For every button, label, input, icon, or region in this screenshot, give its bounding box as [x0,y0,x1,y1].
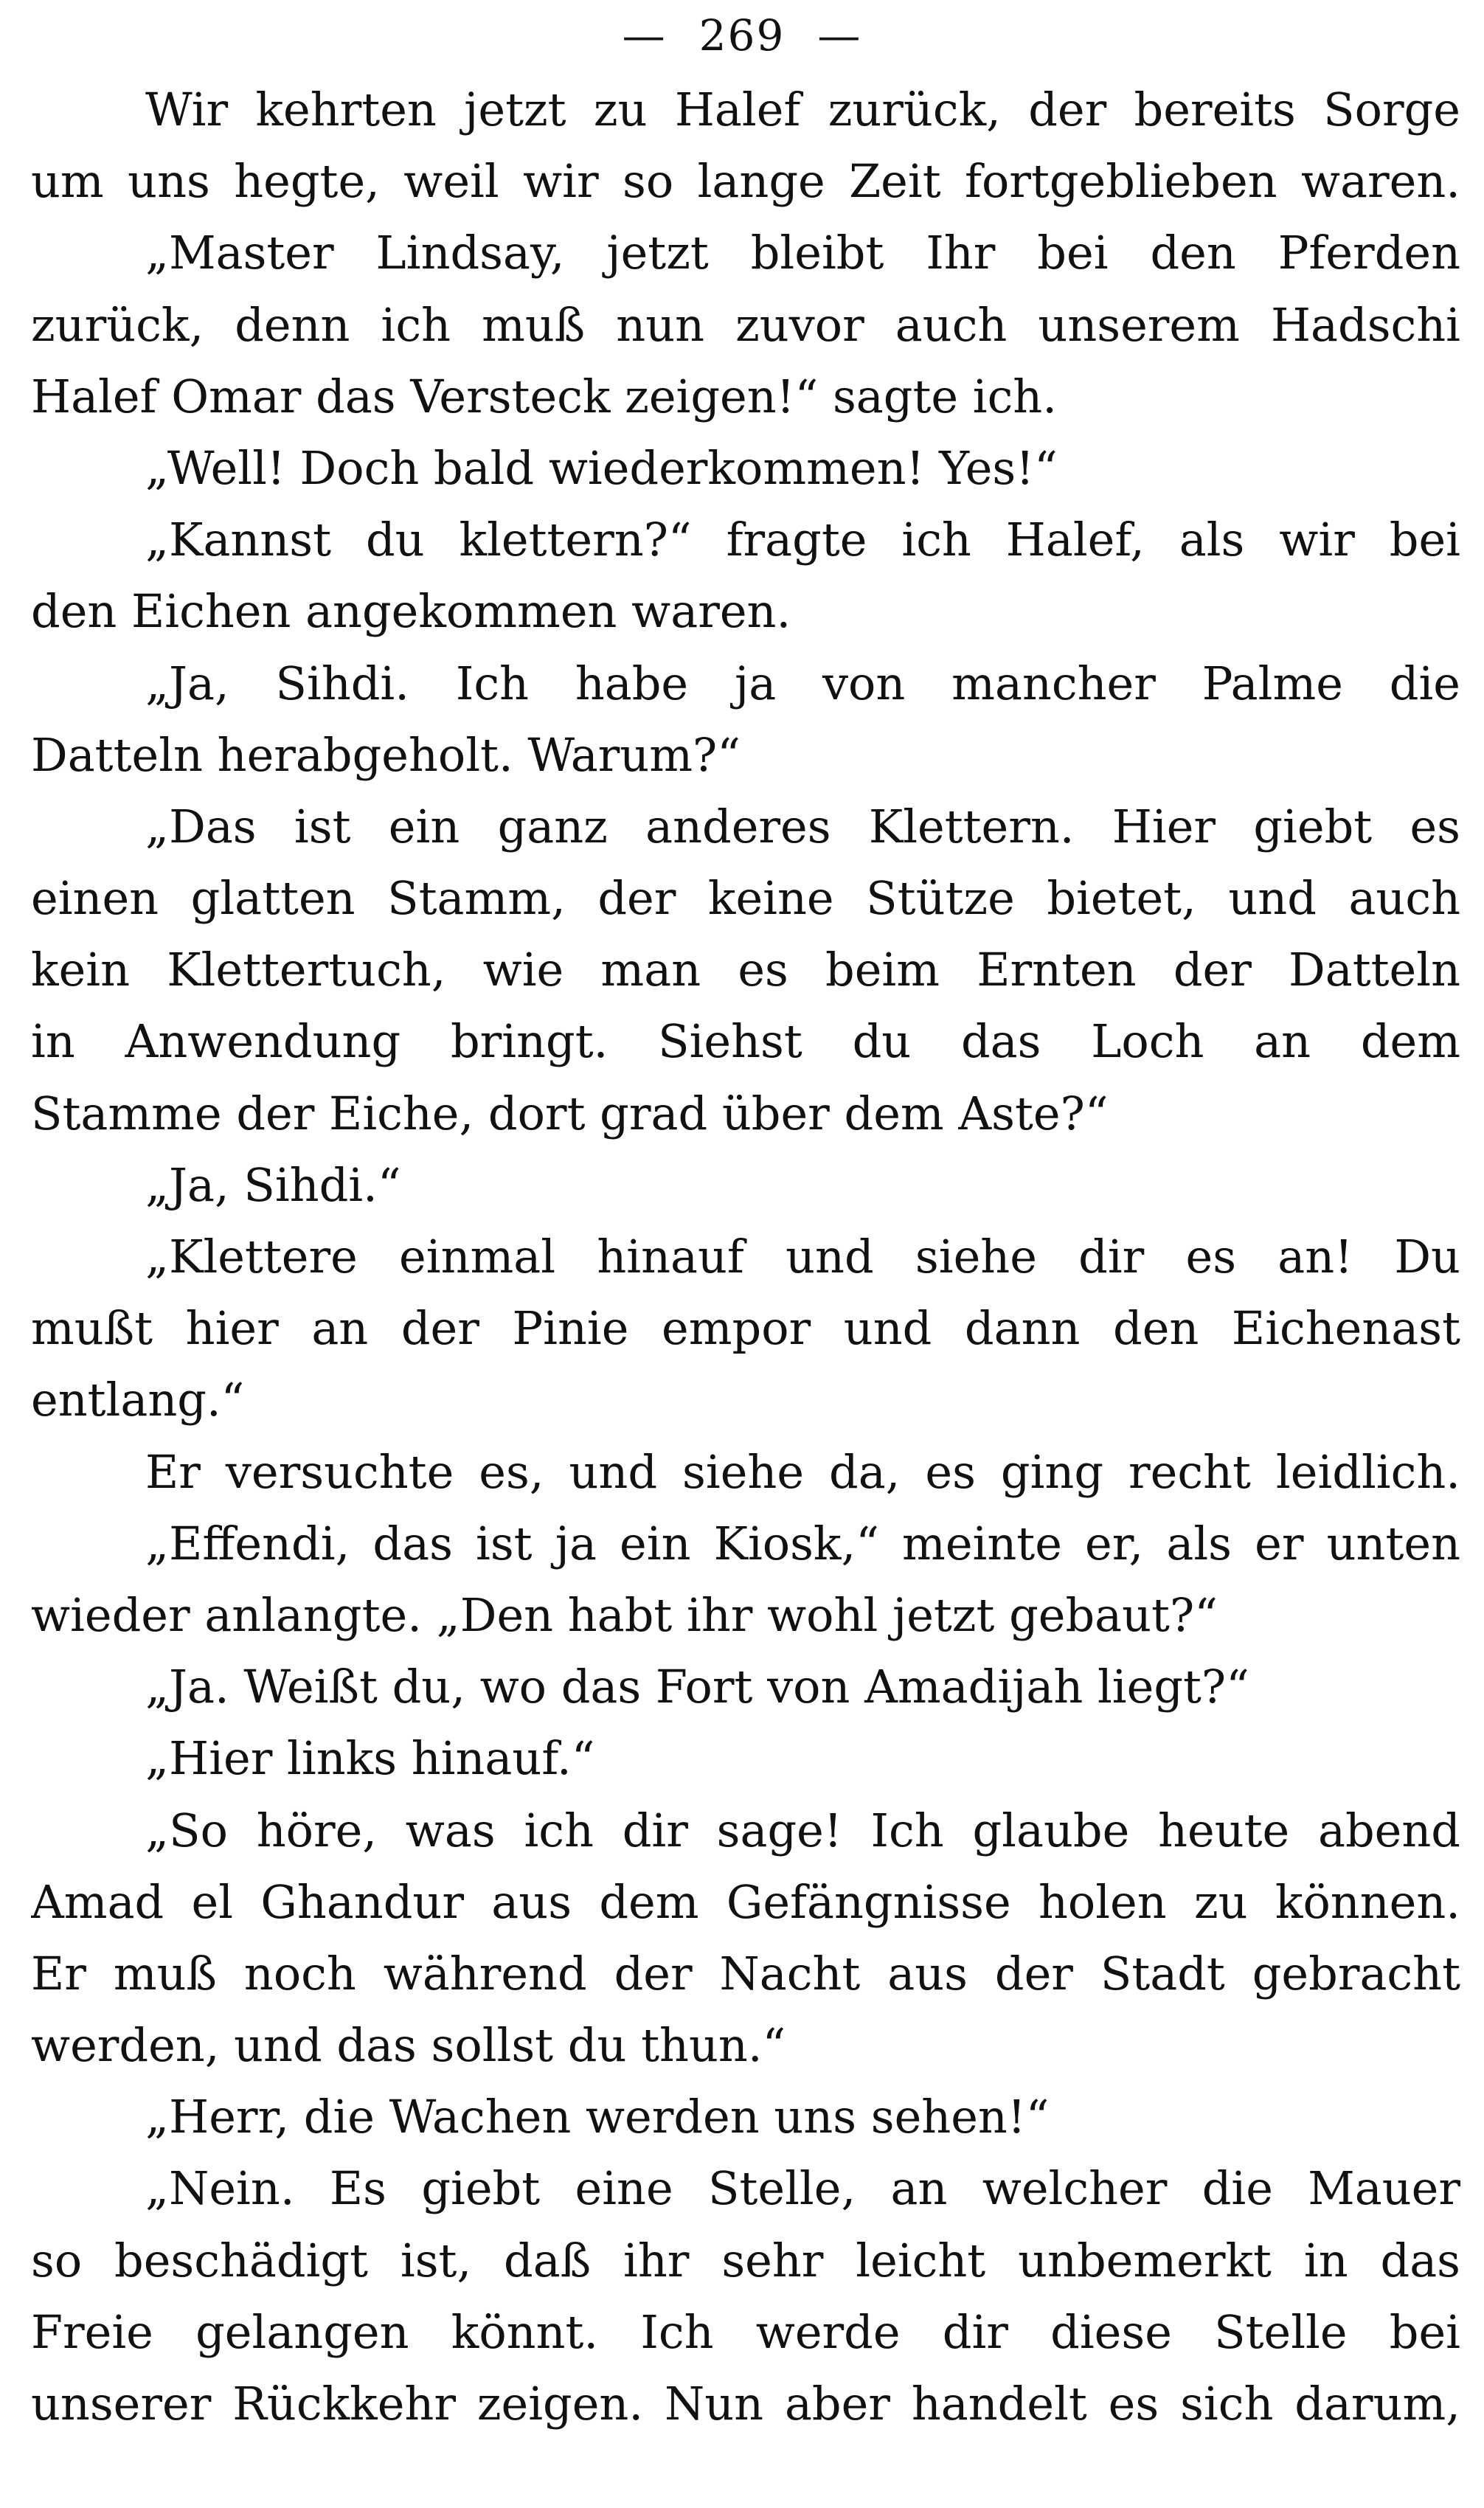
text-line: „Das ist ein ganz anderes Klettern. Hier giebt es [145,799,1460,853]
text-line: Halef Omar das Versteck zeigen!“ sagte ich. [31,369,1057,423]
text-line: Er muß noch während der Nacht aus der Stadt gebracht [31,1946,1460,2000]
text-line: „Klettere einmal hinauf und siehe dir es an! Du [145,1230,1460,1284]
text-line: zurück, denn ich muß nun zuvor auch unserem Hadschi [31,297,1460,352]
text-line: „Effendi, das ist ja ein Kiosk,“ meinte er, als er unten [145,1516,1460,1570]
text-line: „Master Lindsay, jetzt bleibt Ihr bei den Pferden [145,226,1460,280]
text-line: „Well! Doch bald wiederkommen! Yes!“ [145,440,1058,495]
header-left-dash: — [622,10,667,60]
text-line: in Anwendung bringt. Siehst du das Loch an dem [31,1014,1460,1069]
text-line: werden, und das sollst du thun.“ [31,2018,786,2073]
text-line: „Hier links hinauf.“ [145,1731,595,1786]
page-number: 269 [698,10,786,60]
text-line: „Kannst du klettern?“ fragte ich Halef, als wir bei [145,513,1460,567]
text-line: „Ja, Sihdi. Ich habe ja von mancher Palme die [145,656,1460,710]
text-line: Datteln herabgeholt. Warum?“ [31,727,741,782]
text-line: so beschädigt ist, daß ihr sehr leicht unbemerkt in das [31,2233,1460,2287]
text-line: mußt hier an der Pinie empor und dann den Eichenast [31,1301,1460,1356]
text-line: entlang.“ [31,1373,245,1427]
text-line: den Eichen angekommen waren. [31,584,791,639]
text-line: „Ja, Sihdi.“ [145,1157,401,1212]
header-right-dash: — [817,10,862,60]
text-line: einen glatten Stamm, der keine Stütze bietet, und auch [31,871,1460,926]
text-line: um uns hegte, weil wir so lange Zeit fortgeblieben waren. [31,154,1460,209]
text-line: unserer Rückkehr zeigen. Nun aber handelt es sich darum, [31,2377,1460,2431]
page-header [0,6,1484,65]
text-line: „Ja. Weißt du, wo das Fort von Amadijah liegt?“ [145,1660,1249,1714]
text-line: Amad el Ghandur aus dem Gefängnisse holen zu können. [31,1874,1460,1929]
text-line: „Nein. Es giebt eine Stelle, an welcher die Mauer [145,2161,1460,2216]
text-line: Stamme der Eiche, dort grad über dem Aste?“ [31,1086,1109,1140]
text-line: Freie gelangen könnt. Ich werde dir diese Stelle bei [31,2304,1460,2359]
body-text [31,74,1460,2439]
text-line: Er versuchte es, und siehe da, es ging recht leidlich. [145,1444,1460,1499]
text-line: kein Klettertuch, wie man es beim Ernten der Datteln [31,943,1460,997]
text-line: Wir kehrten jetzt zu Halef zurück, der bereits Sorge [145,83,1460,136]
text-line: wieder anlangte. „Den habt ihr wohl jetzt gebaut?“ [31,1587,1218,1642]
text-line: „Herr, die Wachen werden uns sehen!“ [145,2090,1050,2144]
text-line: „So höre, was ich dir sage! Ich glaube heute abend [145,1803,1460,1857]
